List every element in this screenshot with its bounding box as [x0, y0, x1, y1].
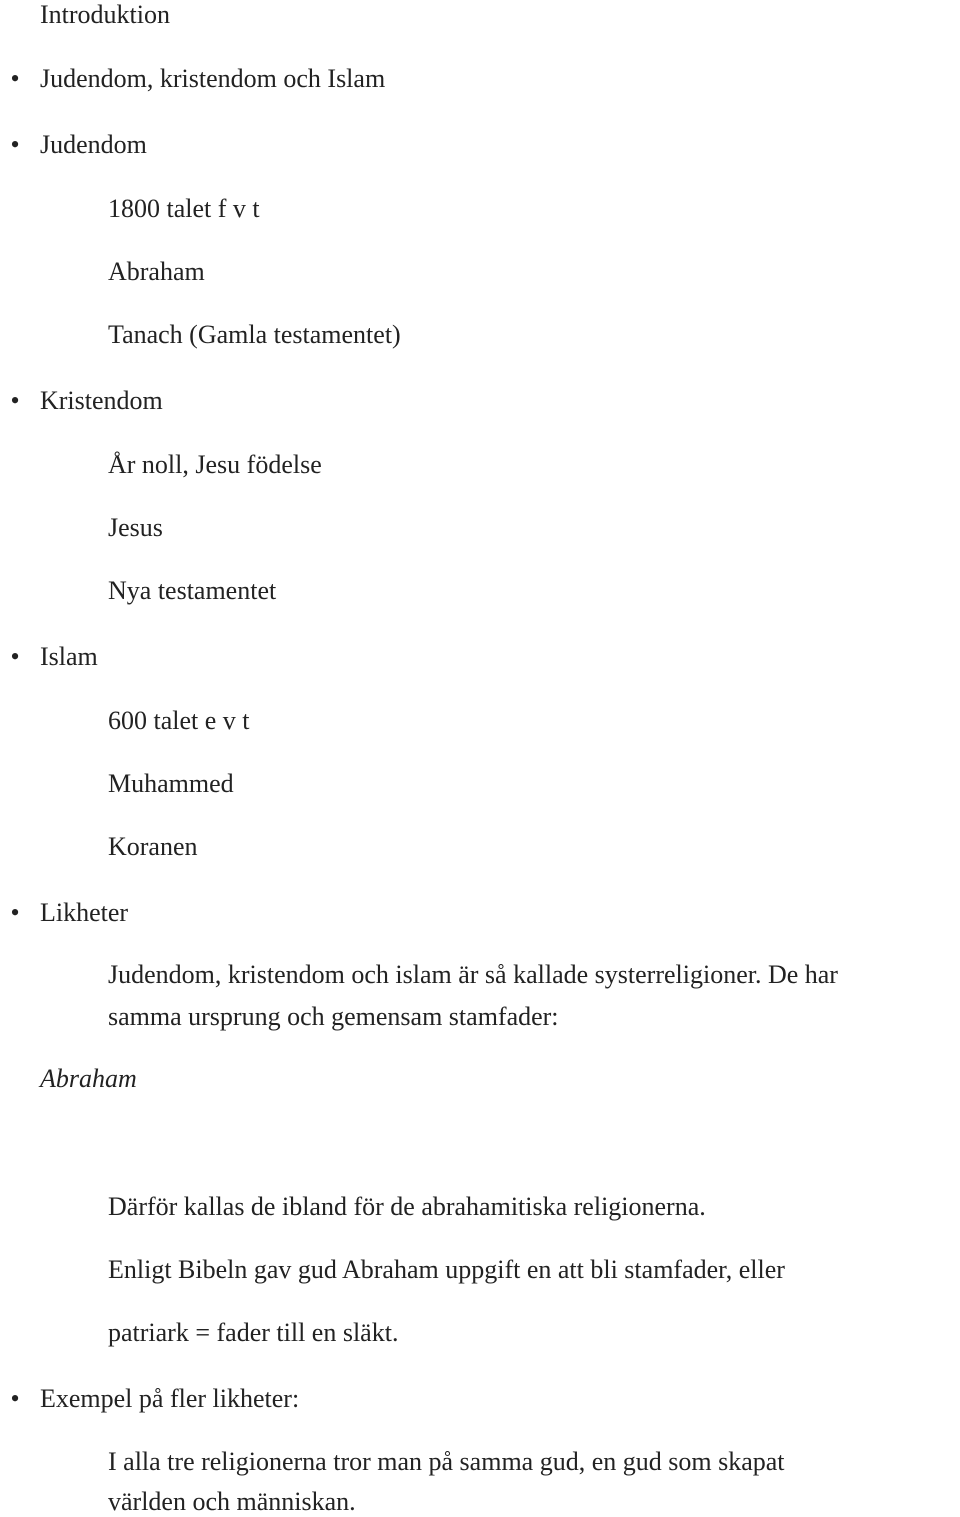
list-item-label: Kristendom [40, 386, 163, 415]
sub-item: År noll, Jesu födelse [108, 450, 322, 479]
bullet-icon: • [10, 642, 20, 671]
paragraph-line: Därför kallas de ibland för de abrahamitiska religionerna. [108, 1192, 706, 1221]
sub-item: 600 talet e v t [108, 706, 250, 735]
sub-item: Tanach (Gamla testamentet) [108, 320, 401, 349]
bullet-icon: • [10, 1384, 20, 1413]
bullet-icon: • [10, 64, 20, 93]
paragraph-line: samma ursprung och gemensam stamfader: [108, 1002, 559, 1031]
emphasis-name: Abraham [40, 1064, 137, 1093]
sub-item: Koranen [108, 832, 198, 861]
sub-item: Muhammed [108, 769, 234, 798]
list-item-label: Exempel på fler likheter: [40, 1384, 300, 1413]
page-title: Introduktion [40, 0, 170, 29]
paragraph-line: Enligt Bibeln gav gud Abraham uppgift en att bli stamfader, eller [108, 1255, 785, 1284]
sub-item: 1800 talet f v t [108, 194, 260, 223]
paragraph-line: patriark = fader till en släkt. [108, 1318, 399, 1347]
list-item-label: Judendom [40, 130, 147, 159]
list-item-label: Judendom, kristendom och Islam [40, 64, 386, 93]
sub-item: Jesus [108, 513, 163, 542]
paragraph-line: världen och människan. [108, 1487, 356, 1516]
sub-item: Abraham [108, 257, 205, 286]
bullet-icon: • [10, 898, 20, 927]
list-item-label: Likheter [40, 898, 129, 927]
paragraph-line: Judendom, kristendom och islam är så kallade systerreligioner. De har [108, 960, 838, 989]
bullet-icon: • [10, 130, 20, 159]
sub-item: Nya testamentet [108, 576, 277, 605]
paragraph-line: I alla tre religionerna tror man på samma gud, en gud som skapat [108, 1447, 785, 1476]
list-item-label: Islam [40, 642, 98, 671]
bullet-icon: • [10, 386, 20, 415]
